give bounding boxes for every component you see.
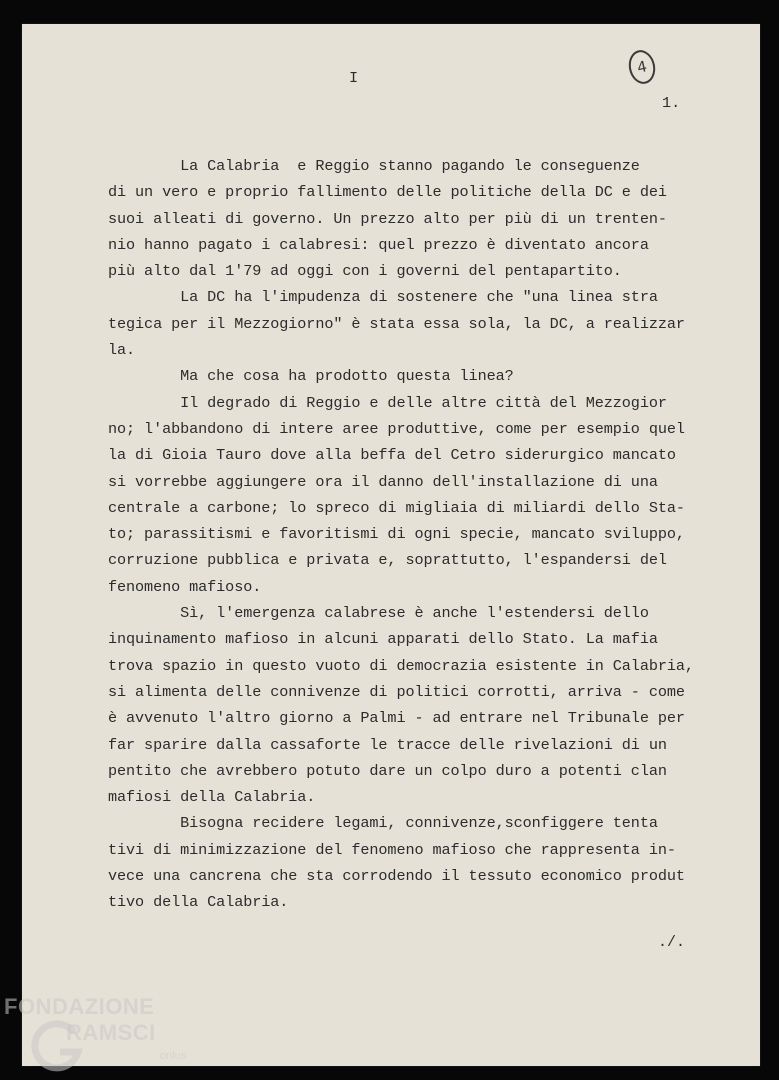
- text-line: La Calabria e Reggio stanno pagando le conseguenze: [108, 157, 640, 175]
- text-line: si vorrebbe aggiungere ora il danno dell'installazione di una: [108, 472, 658, 491]
- text-line: trova spazio in questo vuoto di democrazia esistente in Calabria,: [108, 656, 694, 675]
- text-line: to; parassitismi e favoritismi di ogni specie, mancato sviluppo,: [108, 525, 685, 544]
- text-line: no; l'abbandono di intere aree produttive, come per esempio quel: [108, 419, 685, 438]
- watermark-line-3: onlus: [160, 1050, 187, 1062]
- document-page: [22, 24, 760, 1066]
- document-body: [108, 153, 708, 916]
- text-line: Bisogna recidere legami, connivenze,sconfiggere tenta: [108, 814, 658, 833]
- fondazione-gramsci-watermark: [4, 994, 194, 1076]
- text-line: di un vero e proprio fallimento delle politiche della DC e dei: [108, 183, 667, 202]
- text-line: La DC ha l'impudenza di sostenere che "una linea stra: [108, 288, 658, 307]
- text-line: è avvenuto l'altro giorno a Palmi - ad entrare nel Tribunale per: [108, 709, 685, 728]
- text-line: inquinamento mafioso in alcuni apparati dello Stato. La mafia: [108, 630, 658, 649]
- text-line: Sì, l'emergenza calabrese è anche l'estendersi dello: [108, 604, 649, 623]
- text-line: centrale a carbone; lo spreco di migliaia di miliardi dello Sta-: [108, 498, 685, 517]
- text-line: nio hanno pagato i calabresi: quel prezzo è diventato ancora: [108, 235, 649, 254]
- text-line: pentito che avrebbero potuto dare un colpo duro a potenti clan: [108, 761, 667, 780]
- text-line: tegica per il Mezzogiorno" è stata essa sola, la DC, a realizzar: [108, 314, 685, 333]
- page-number: 1.: [662, 94, 681, 112]
- continuation-mark: ./.: [658, 934, 686, 951]
- text-line: Il degrado di Reggio e delle altre città del Mezzogior: [108, 393, 667, 412]
- chapter-numeral: I: [349, 69, 359, 87]
- text-line: vece una cancrena che sta corrodendo il tessuto economico produt: [108, 867, 685, 886]
- text-line: si alimenta delle connivenze di politici corrotti, arriva - come: [108, 682, 685, 701]
- text-line: più alto dal 1'79 ad oggi con i governi del pentapartito.: [108, 262, 622, 281]
- text-line: fenomeno mafioso.: [108, 577, 262, 596]
- text-line: corruzione pubblica e privata e, soprattutto, l'espandersi del: [108, 551, 667, 570]
- text-line: la.: [108, 341, 136, 360]
- archive-annotation: 4: [626, 48, 659, 87]
- text-line: tivo della Calabria.: [108, 893, 289, 912]
- text-line: la di Gioia Tauro dove alla beffa del Cetro siderurgico mancato: [108, 446, 676, 465]
- text-line: Ma che cosa ha prodotto questa linea?: [108, 367, 514, 386]
- watermark-line-1: FONDAZIONE: [4, 994, 155, 1019]
- watermark-line-2: RAMSCI: [66, 1020, 156, 1045]
- text-line: tivi di minimizzazione del fenomeno mafioso che rappresenta in-: [108, 840, 676, 859]
- text-line: mafiosi della Calabria.: [108, 788, 316, 807]
- text-line: far sparire dalla cassaforte le tracce delle rivelazioni di un: [108, 735, 667, 754]
- text-line: suoi alleati di governo. Un prezzo alto per più di un trenten-: [108, 209, 667, 228]
